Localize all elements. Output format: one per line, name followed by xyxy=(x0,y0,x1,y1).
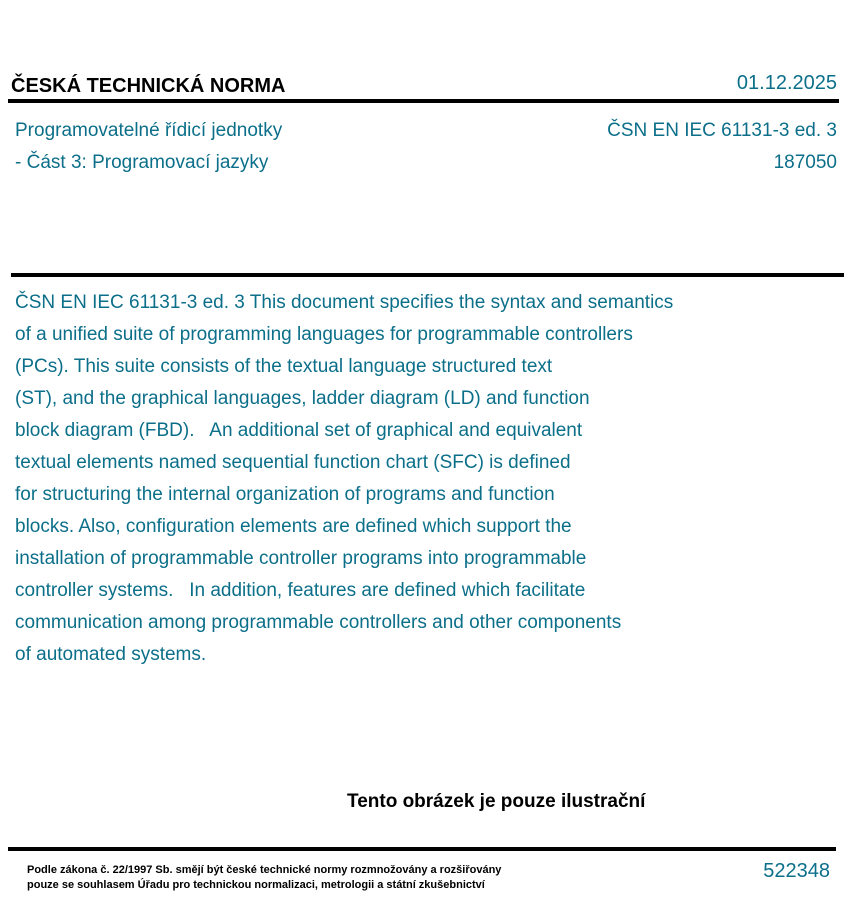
illustrative-note: Tento obrázek je pouze ilustrační xyxy=(347,791,646,812)
standard-title-line: Programovatelné řídicí jednotky xyxy=(15,120,283,141)
abstract-line: of automated systems. xyxy=(15,644,207,665)
standard-title-line: - Část 3: Programovací jazyky xyxy=(15,152,269,173)
abstract-line: communication among programmable controllers and other components xyxy=(15,612,622,633)
abstract-line: ČSN EN IEC 61131-3 ed. 3 This document specifies the syntax and semantics xyxy=(15,292,674,313)
abstract-text xyxy=(15,287,815,671)
abstract-line: installation of programmable controller programs into programmable xyxy=(15,548,587,569)
legal-notice-line: pouze se souhlasem Úřadu pro technickou normalizaci, metrologii a státní zkušebnictví xyxy=(27,879,485,891)
standard-identification xyxy=(607,115,837,179)
classification-number: 187050 xyxy=(773,152,837,173)
abstract-line: blocks. Also, configuration elements are defined which support the xyxy=(15,516,572,537)
document-number: 522348 xyxy=(763,860,830,882)
legal-notice xyxy=(27,863,501,893)
document-type-title: ČESKÁ TECHNICKÁ NORMA xyxy=(11,75,286,97)
standard-title-czech xyxy=(15,115,282,179)
legal-notice-line: Podle zákona č. 22/1997 Sb. smějí být české technické normy rozmnožovány a rozšiřovány xyxy=(27,864,502,876)
abstract-line: block diagram (FBD). An additional set of graphical and equivalent xyxy=(15,420,583,441)
abstract-line: for structuring the internal organization of programs and function xyxy=(15,484,555,505)
abstract-line: (ST), and the graphical languages, ladder diagram (LD) and function xyxy=(15,388,590,409)
abstract-line: of a unified suite of programming languages for programmable controllers xyxy=(15,324,633,345)
standard-code: ČSN EN IEC 61131-3 ed. 3 xyxy=(607,120,837,141)
abstract-line: controller systems. In addition, features are defined which facilitate xyxy=(15,580,586,601)
section-divider xyxy=(11,273,844,277)
header-divider xyxy=(8,99,839,103)
abstract-line: (PCs). This suite consists of the textual language structured text xyxy=(15,356,553,377)
publication-date: 01.12.2025 xyxy=(736,72,837,94)
abstract-line: textual elements named sequential function chart (SFC) is defined xyxy=(15,452,571,473)
footer-divider xyxy=(8,847,836,851)
